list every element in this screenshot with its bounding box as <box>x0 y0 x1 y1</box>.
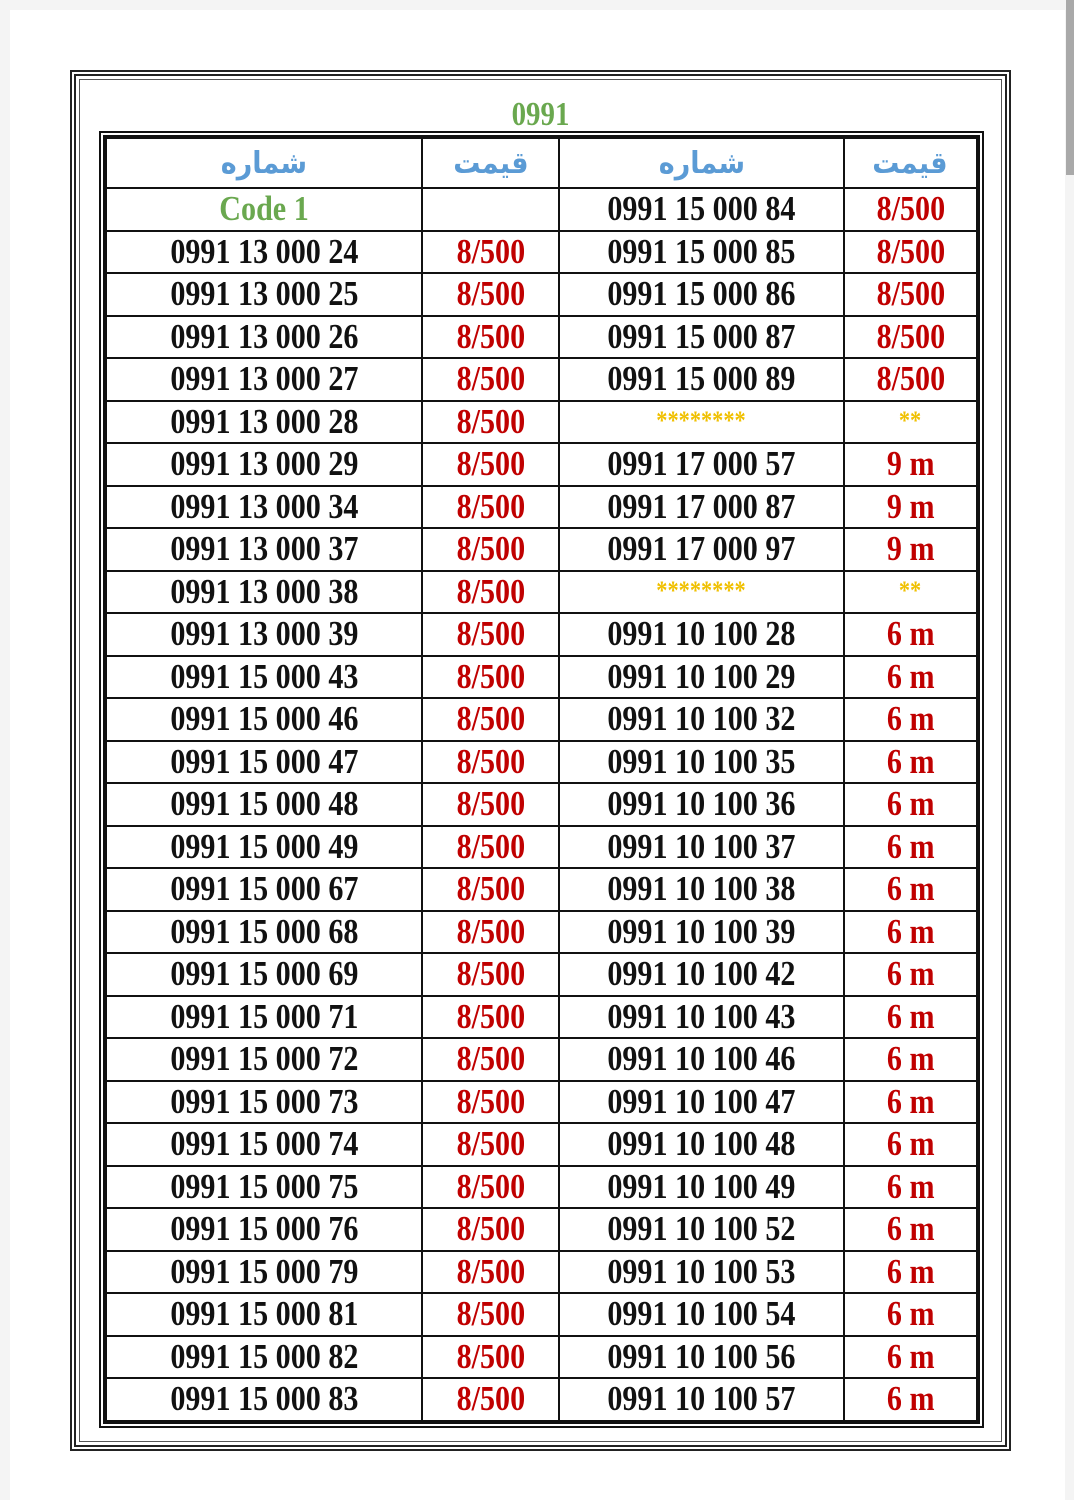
price-cell-text: 9 m <box>886 444 935 484</box>
price-cell-text: 8/500 <box>456 486 525 526</box>
price-cell <box>422 953 559 996</box>
number-cell <box>106 1081 422 1124</box>
number-cell <box>559 401 844 444</box>
number-cell <box>106 273 422 316</box>
number-cell <box>106 698 422 741</box>
price-cell <box>422 486 559 529</box>
number-cell-text: 0991 15 000 85 <box>607 231 796 271</box>
price-cell <box>422 1166 559 1209</box>
price-cell <box>844 953 977 996</box>
price-cell-text: 8/500 <box>456 954 525 994</box>
number-cell-text: 0991 15 000 48 <box>169 784 358 824</box>
price-cell <box>844 316 977 359</box>
number-cell-text: ******** <box>656 575 747 605</box>
number-cell <box>559 1038 844 1081</box>
number-cell-text: 0991 15 000 87 <box>607 316 796 356</box>
table-row <box>106 741 977 784</box>
price-cell <box>422 528 559 571</box>
table-row <box>106 656 977 699</box>
header-label: قيمت <box>452 145 529 181</box>
price-cell <box>844 783 977 826</box>
table-row <box>106 613 977 656</box>
number-cell-text: 0991 10 100 56 <box>607 1336 796 1376</box>
number-cell <box>559 358 844 401</box>
price-cell <box>422 1208 559 1251</box>
price-cell <box>422 1123 559 1166</box>
number-cell <box>559 1208 844 1251</box>
price-cell <box>844 401 977 444</box>
number-cell-text: 0991 15 000 43 <box>169 656 358 696</box>
price-cell <box>422 783 559 826</box>
price-cell-text: 6 m <box>886 954 935 994</box>
number-cell <box>106 358 422 401</box>
number-cell-text: 0991 17 000 57 <box>607 444 796 484</box>
price-cell <box>844 1038 977 1081</box>
number-cell <box>106 1123 422 1166</box>
price-cell-text: 8/500 <box>456 1336 525 1376</box>
number-cell <box>559 953 844 996</box>
price-cell-text: 8/500 <box>456 1124 525 1164</box>
price-cell-text: 8/500 <box>456 911 525 951</box>
price-cell-text: 6 m <box>886 1124 935 1164</box>
table-row <box>106 486 977 529</box>
number-cell-text: 0991 10 100 37 <box>607 826 796 866</box>
number-cell-text: 0991 15 000 71 <box>169 996 358 1036</box>
price-cell-text: 8/500 <box>456 741 525 781</box>
price-cell-text: 8/500 <box>456 784 525 824</box>
number-cell-text: 0991 15 000 47 <box>169 741 358 781</box>
price-cell-text: 8/500 <box>876 316 945 356</box>
number-cell-text: 0991 10 100 46 <box>607 1039 796 1079</box>
price-cell-text: ** <box>899 575 922 605</box>
number-cell <box>106 1166 422 1209</box>
table-row <box>106 1378 977 1421</box>
number-cell-text: 0991 10 100 38 <box>607 869 796 909</box>
price-cell-text: 8/500 <box>456 614 525 654</box>
price-cell-text: 8/500 <box>456 529 525 569</box>
number-cell-text: 0991 13 000 28 <box>169 401 358 441</box>
number-cell <box>559 231 844 274</box>
number-cell-text: 0991 10 100 36 <box>607 784 796 824</box>
number-cell <box>559 1166 844 1209</box>
number-cell <box>559 316 844 359</box>
number-cell <box>106 486 422 529</box>
price-cell-text: 8/500 <box>456 1379 525 1419</box>
number-cell <box>559 1081 844 1124</box>
number-cell-text: 0991 15 000 84 <box>607 189 796 229</box>
header-number-right <box>559 138 844 188</box>
number-cell <box>106 1251 422 1294</box>
price-cell-text: 8/500 <box>456 869 525 909</box>
number-cell <box>106 316 422 359</box>
price-cell <box>422 188 559 231</box>
number-cell-text: 0991 10 100 39 <box>607 911 796 951</box>
number-cell-text: 0991 13 000 34 <box>169 486 358 526</box>
number-cell-text: Code 1 <box>219 189 309 229</box>
number-cell-text: 0991 10 100 53 <box>607 1251 796 1291</box>
table-row <box>106 783 977 826</box>
price-cell <box>422 1378 559 1421</box>
price-cell-text: 8/500 <box>876 231 945 271</box>
price-cell-text: 8/500 <box>456 571 525 611</box>
number-cell-text: 0991 10 100 52 <box>607 1209 796 1249</box>
number-cell-text: 0991 10 100 49 <box>607 1166 796 1206</box>
price-cell <box>422 613 559 656</box>
table-row <box>106 1123 977 1166</box>
price-cell <box>422 1251 559 1294</box>
price-cell <box>422 443 559 486</box>
number-cell <box>106 1208 422 1251</box>
price-cell <box>844 1123 977 1166</box>
number-cell-text: 0991 13 000 37 <box>169 529 358 569</box>
price-cell <box>422 741 559 784</box>
price-cell-text: 6 m <box>886 1251 935 1291</box>
number-cell <box>106 401 422 444</box>
price-cell <box>844 358 977 401</box>
price-cell-text: 6 m <box>886 1166 935 1206</box>
price-table <box>105 137 978 1422</box>
number-cell <box>106 188 422 231</box>
number-cell-text: 0991 10 100 42 <box>607 954 796 994</box>
table-row <box>106 1081 977 1124</box>
number-cell-text: 0991 15 000 46 <box>169 699 358 739</box>
price-cell-text: 8/500 <box>456 274 525 314</box>
price-cell-text: 6 m <box>886 699 935 739</box>
number-cell <box>106 911 422 954</box>
price-cell <box>844 1208 977 1251</box>
price-cell-text: 8/500 <box>456 444 525 484</box>
number-cell-text: 0991 13 000 25 <box>169 274 358 314</box>
table-row <box>106 528 977 571</box>
number-cell <box>559 613 844 656</box>
header-number-left <box>106 138 422 188</box>
price-cell <box>844 273 977 316</box>
price-cell-text: 6 m <box>886 826 935 866</box>
number-cell-text: 0991 13 000 38 <box>169 571 358 611</box>
price-cell <box>422 1038 559 1081</box>
price-cell-text: 8/500 <box>456 656 525 696</box>
number-cell-text: 0991 15 000 73 <box>169 1081 358 1121</box>
number-cell-text: 0991 10 100 48 <box>607 1124 796 1164</box>
price-cell-text: 9 m <box>886 529 935 569</box>
price-cell-text: 6 m <box>886 1081 935 1121</box>
price-cell <box>844 656 977 699</box>
price-cell <box>422 656 559 699</box>
price-table-wrapper <box>99 131 984 1428</box>
number-cell <box>559 911 844 954</box>
price-cell-text: 8/500 <box>456 996 525 1036</box>
price-cell <box>422 1293 559 1336</box>
price-cell <box>844 613 977 656</box>
number-cell <box>559 868 844 911</box>
price-cell-text: 8/500 <box>456 231 525 271</box>
number-cell-text: 0991 17 000 87 <box>607 486 796 526</box>
number-cell <box>559 273 844 316</box>
price-cell-text: 8/500 <box>876 189 945 229</box>
price-cell <box>844 571 977 614</box>
document-title: 0991 <box>511 96 570 133</box>
number-cell-text: 0991 10 100 28 <box>607 614 796 654</box>
table-row <box>106 826 977 869</box>
price-cell <box>422 911 559 954</box>
number-cell-text: 0991 10 100 54 <box>607 1294 796 1334</box>
table-row <box>106 1336 977 1379</box>
price-cell-text: 8/500 <box>456 359 525 399</box>
price-cell-text: 6 m <box>886 869 935 909</box>
price-cell-text: 6 m <box>886 1336 935 1376</box>
number-cell-text: ******** <box>656 405 747 435</box>
price-cell <box>844 486 977 529</box>
table-row <box>106 273 977 316</box>
header-label: شماره <box>658 145 745 181</box>
price-cell-text: 8/500 <box>456 1039 525 1079</box>
number-cell-text: 0991 10 100 35 <box>607 741 796 781</box>
price-cell <box>844 528 977 571</box>
number-cell-text: 0991 15 000 82 <box>169 1336 358 1376</box>
price-cell-text: 6 m <box>886 1209 935 1249</box>
number-cell-text: 0991 15 000 79 <box>169 1251 358 1291</box>
table-row <box>106 1208 977 1251</box>
number-cell <box>106 741 422 784</box>
price-cell <box>844 868 977 911</box>
number-cell <box>559 486 844 529</box>
number-cell <box>559 528 844 571</box>
table-body <box>106 188 977 1421</box>
number-cell-text: 0991 10 100 57 <box>607 1379 796 1419</box>
price-cell <box>422 1336 559 1379</box>
table-row <box>106 188 977 231</box>
page-border-frame <box>70 70 1011 1451</box>
number-cell-text: 0991 10 100 47 <box>607 1081 796 1121</box>
price-cell <box>844 1293 977 1336</box>
number-cell <box>559 1336 844 1379</box>
number-cell-text: 0991 15 000 49 <box>169 826 358 866</box>
price-cell-text: 6 m <box>886 614 935 654</box>
number-cell-text: 0991 13 000 26 <box>169 316 358 356</box>
table-row <box>106 316 977 359</box>
price-cell <box>422 273 559 316</box>
price-cell <box>844 698 977 741</box>
number-cell-text: 0991 15 000 67 <box>169 869 358 909</box>
number-cell-text: 0991 15 000 81 <box>169 1294 358 1334</box>
number-cell <box>106 528 422 571</box>
price-cell-text: 6 m <box>886 1039 935 1079</box>
price-cell <box>422 358 559 401</box>
price-cell-text: 8/500 <box>456 1081 525 1121</box>
price-cell <box>422 401 559 444</box>
number-cell <box>559 741 844 784</box>
number-cell <box>559 996 844 1039</box>
number-cell <box>106 443 422 486</box>
number-cell-text: 0991 15 000 76 <box>169 1209 358 1249</box>
number-cell <box>106 1038 422 1081</box>
price-cell-text: 6 m <box>886 996 935 1036</box>
number-cell <box>106 1293 422 1336</box>
price-cell <box>844 443 977 486</box>
price-cell <box>844 826 977 869</box>
number-cell-text: 0991 13 000 24 <box>169 231 358 271</box>
price-cell-text: 8/500 <box>456 316 525 356</box>
table-row <box>106 996 977 1039</box>
table-row <box>106 1251 977 1294</box>
number-cell <box>559 571 844 614</box>
number-cell <box>559 1293 844 1336</box>
price-cell <box>422 826 559 869</box>
number-cell-text: 0991 17 000 97 <box>607 529 796 569</box>
number-cell <box>559 1123 844 1166</box>
table-row <box>106 231 977 274</box>
table-header-row <box>106 138 977 188</box>
number-cell <box>559 443 844 486</box>
number-cell <box>106 656 422 699</box>
price-cell <box>844 231 977 274</box>
number-cell <box>106 996 422 1039</box>
price-cell <box>844 1166 977 1209</box>
number-cell <box>106 826 422 869</box>
price-cell <box>844 996 977 1039</box>
number-cell <box>559 656 844 699</box>
table-row <box>106 358 977 401</box>
number-cell <box>106 868 422 911</box>
price-cell <box>422 316 559 359</box>
header-price-right <box>844 138 977 188</box>
price-cell-text: 8/500 <box>876 274 945 314</box>
number-cell <box>106 783 422 826</box>
number-cell <box>559 188 844 231</box>
number-cell <box>106 231 422 274</box>
table-row <box>106 911 977 954</box>
table-row <box>106 401 977 444</box>
number-cell-text: 0991 15 000 69 <box>169 954 358 994</box>
scrollbar[interactable] <box>1066 0 1074 175</box>
table-row <box>106 1293 977 1336</box>
price-cell <box>422 698 559 741</box>
number-cell <box>106 1378 422 1421</box>
price-cell <box>844 1251 977 1294</box>
number-cell <box>106 1336 422 1379</box>
price-cell-text: 8/500 <box>456 1209 525 1249</box>
price-cell-text: 8/500 <box>456 826 525 866</box>
price-cell <box>422 231 559 274</box>
price-cell-text: 8/500 <box>456 1251 525 1291</box>
price-cell-text: 6 m <box>886 1294 935 1334</box>
header-price-left <box>422 138 559 188</box>
price-cell-text: 8/500 <box>456 1166 525 1206</box>
price-cell <box>422 1081 559 1124</box>
number-cell <box>559 698 844 741</box>
number-cell <box>559 826 844 869</box>
header-label: شماره <box>220 145 308 181</box>
price-cell-text: 6 m <box>886 741 935 781</box>
header-label: قيمت <box>872 145 949 181</box>
price-cell <box>844 911 977 954</box>
number-cell <box>106 613 422 656</box>
number-cell <box>559 783 844 826</box>
number-cell-text: 0991 15 000 86 <box>607 274 796 314</box>
number-cell-text: 0991 15 000 72 <box>169 1039 358 1079</box>
number-cell-text: 0991 15 000 83 <box>169 1379 358 1419</box>
number-cell <box>106 953 422 996</box>
number-cell <box>559 1378 844 1421</box>
price-cell-text: 8/500 <box>456 1294 525 1334</box>
table-row <box>106 953 977 996</box>
number-cell <box>559 1251 844 1294</box>
number-cell-text: 0991 15 000 68 <box>169 911 358 951</box>
price-cell-text: 8/500 <box>456 401 525 441</box>
price-cell <box>422 996 559 1039</box>
number-cell-text: 0991 10 100 43 <box>607 996 796 1036</box>
price-cell-text: 9 m <box>886 486 935 526</box>
number-cell-text: 0991 10 100 29 <box>607 656 796 696</box>
price-cell-text: ** <box>899 405 922 435</box>
price-cell-text: 8/500 <box>456 699 525 739</box>
price-cell <box>844 1378 977 1421</box>
table-row <box>106 571 977 614</box>
number-cell-text: 0991 15 000 89 <box>607 359 796 399</box>
price-cell <box>422 571 559 614</box>
price-cell <box>844 1081 977 1124</box>
price-cell-text: 6 m <box>886 1379 935 1419</box>
number-cell-text: 0991 15 000 74 <box>169 1124 358 1164</box>
price-cell-text: 8/500 <box>876 359 945 399</box>
price-cell <box>422 868 559 911</box>
table-row <box>106 698 977 741</box>
price-cell <box>844 1336 977 1379</box>
table-row <box>106 443 977 486</box>
price-cell <box>844 188 977 231</box>
price-cell <box>844 741 977 784</box>
number-cell-text: 0991 13 000 29 <box>169 444 358 484</box>
price-cell-text: 6 m <box>886 784 935 824</box>
number-cell-text: 0991 15 000 75 <box>169 1166 358 1206</box>
number-cell-text: 0991 13 000 27 <box>169 359 358 399</box>
table-row <box>106 868 977 911</box>
price-cell-text: 6 m <box>886 656 935 696</box>
number-cell-text: 0991 10 100 32 <box>607 699 796 739</box>
document-page <box>10 10 1065 1500</box>
number-cell <box>106 571 422 614</box>
table-row <box>106 1038 977 1081</box>
number-cell-text: 0991 13 000 39 <box>169 614 358 654</box>
price-cell-text: 6 m <box>886 911 935 951</box>
table-row <box>106 1166 977 1209</box>
